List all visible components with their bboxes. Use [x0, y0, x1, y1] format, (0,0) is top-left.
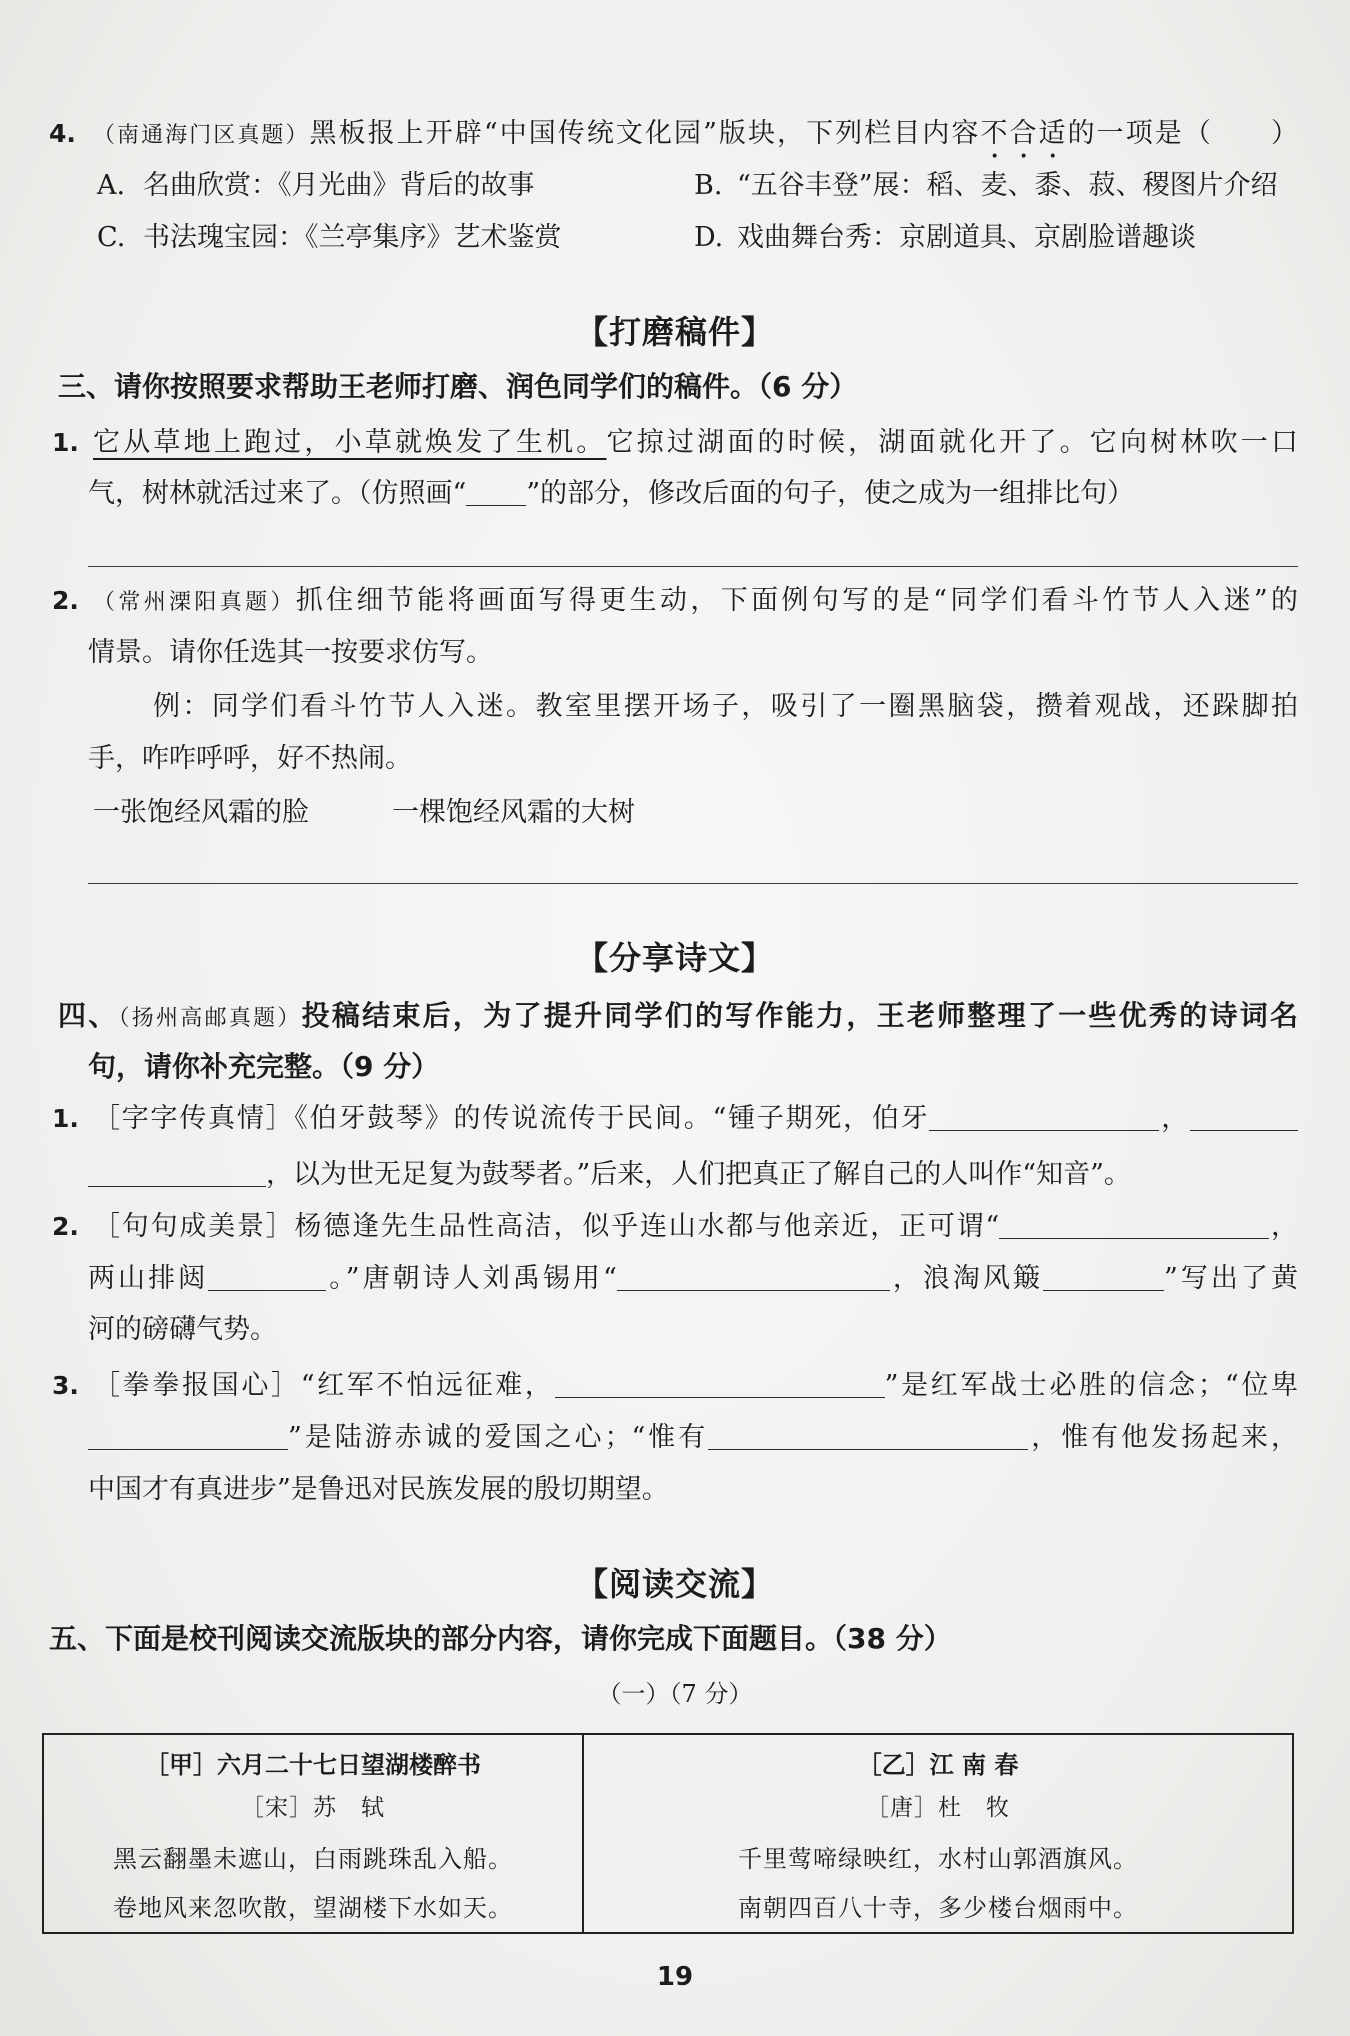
- question-text: 情景。请你任选其一按要求仿写。: [88, 637, 493, 668]
- answer-parentheses: （ ）: [1183, 118, 1299, 149]
- section-instruction: [58, 997, 1298, 1035]
- poem-comparison-box: [42, 1733, 1294, 1934]
- fill-in-text: ［句句成美景］杨德逢先生品性高洁，似乎连山水都与他亲近，正可谓“: [93, 1211, 1000, 1242]
- question-text: ”的部分，修改后面的句子，使之成为一组排比句）: [526, 478, 1135, 509]
- answer-blank: [88, 1423, 288, 1450]
- option-text: 名曲欣赏：《月光曲》背后的故事: [143, 170, 535, 201]
- fill-in-text: 。”唐朝诗人刘禹锡用“: [326, 1263, 617, 1294]
- answer-line: [88, 566, 1298, 567]
- fill-in-text: 中国才有真进步”是鲁迅对民族发展的殷切期望。: [88, 1474, 669, 1505]
- stem-text: 黑板报上开辟“中国传统文化园”版块，下列栏目内容: [309, 118, 981, 149]
- poem-line: 千里莺啼绿映红，水村山郭酒旗风。: [738, 1845, 1138, 1873]
- fill-in-text: 河的磅礴气势。: [88, 1314, 277, 1345]
- part-title: （一）（7 分）: [597, 1680, 753, 1708]
- section-heading: 【阅读交流】: [575, 1565, 774, 1603]
- poem-line: 卷地风来忽吹散，望湖楼下水如天。: [113, 1894, 513, 1922]
- answer-line: [88, 883, 1298, 884]
- example-text: 例：同学们看斗竹节人入迷。教室里摆开场子，吸引了一圈黑脑袋，攒着观战，还跺脚拍: [153, 691, 1298, 722]
- fill-in-text: ［字字传真情］《伯牙鼓琴》的传说流传于民间。“锺子期死，伯牙: [93, 1103, 930, 1134]
- question-number: 3.: [52, 1371, 79, 1400]
- poem-panel-yi: [584, 1735, 1292, 1932]
- answer-blank: [1043, 1264, 1164, 1291]
- option-letter: C.: [97, 222, 126, 253]
- instruction-text: 投稿结束后，为了提升同学们的写作能力，王老师整理了一些优秀的诗词名: [301, 999, 1298, 1032]
- fill-in-text: ，: [1269, 1211, 1298, 1242]
- answer-blank: [708, 1423, 1028, 1450]
- fill-in-text: ，惟有他发扬起来，: [1028, 1422, 1299, 1453]
- option-letter: D.: [694, 222, 724, 253]
- instruction-text: 句，请你补充完整。（9 分）: [88, 1050, 440, 1083]
- answer-blank: [555, 1371, 885, 1398]
- question-2-text: [93, 582, 1298, 620]
- option-text: 戏曲舞台秀：京剧道具、京剧脸谱趣谈: [737, 222, 1196, 253]
- section-instruction: 三、请你按照要求帮助王老师打磨、润色同学们的稿件。（6 分）: [58, 370, 858, 403]
- question-source: （南通海门区真题）: [93, 123, 310, 148]
- question-1-text: [93, 424, 1298, 462]
- poem-author: ［唐］杜 牧: [866, 1795, 1010, 1821]
- fill-in-text: 两山排闼: [88, 1263, 209, 1294]
- fill-in-line: [88, 1156, 1131, 1194]
- question-1-text-continued: [88, 475, 1134, 513]
- underline-sample: [466, 479, 526, 506]
- question-source: （常州溧阳真题）: [93, 590, 296, 615]
- fill-in-line: [88, 1260, 1298, 1298]
- poem-panel-jia: [44, 1735, 584, 1932]
- fill-in-line: [93, 1208, 1298, 1246]
- answer-blank: [617, 1264, 890, 1291]
- poem-title: ［甲］六月二十七日望湖楼醉书: [145, 1751, 481, 1779]
- choice-item: 一棵饱经风霜的大树: [392, 797, 635, 828]
- question-text: 抓住细节能将画面写得更生动，下面例句写的是“同学们看斗竹节人入迷”的: [295, 585, 1298, 616]
- section-heading: 【分享诗文】: [575, 939, 774, 977]
- section-instruction: 五、下面是校刊阅读交流版块的部分内容，请你完成下面题目。（38 分）: [49, 1622, 952, 1655]
- option-text: “五谷丰登”展：稻、麦、黍、菽、稷图片介绍: [737, 170, 1278, 201]
- answer-blank: [88, 1160, 266, 1187]
- poem-line: 南朝四百八十寺，多少楼台烟雨中。: [738, 1894, 1138, 1922]
- question-number: 2.: [52, 1212, 79, 1241]
- option-letter: B.: [694, 170, 723, 201]
- option-letter: A.: [97, 170, 126, 201]
- fill-in-text: ”是红军战士必胜的信念；“位卑: [884, 1370, 1298, 1401]
- page-number: 19: [656, 1962, 694, 1992]
- emphasized-text: 不合适: [980, 118, 1068, 149]
- poem-author: ［宋］苏 轼: [241, 1795, 385, 1821]
- example-text: 手，咋咋呼呼，好不热闹。: [88, 743, 412, 774]
- fill-in-line: [88, 1419, 1298, 1457]
- answer-blank: [1190, 1104, 1298, 1131]
- question-number: 2.: [52, 586, 79, 615]
- fill-in-text: ，: [1159, 1103, 1190, 1134]
- answer-blank: [208, 1264, 326, 1291]
- poem-line: 黑云翻墨未遮山，白雨跳珠乱入船。: [113, 1845, 513, 1873]
- stem-text: 的一项是: [1067, 118, 1184, 149]
- poem-title: ［乙］江 南 春: [857, 1751, 1019, 1779]
- answer-blank: [999, 1212, 1269, 1239]
- fill-in-text: ”是陆游赤诚的爱国之心；“惟有: [288, 1422, 709, 1453]
- option-text: 书法瑰宝园：《兰亭集序》艺术鉴赏: [143, 222, 562, 253]
- question-number: 1.: [52, 1104, 79, 1133]
- question-source: （扬州高邮真题）: [118, 1006, 302, 1031]
- fill-in-text: ，以为世无足复为鼓琴者。”后来，人们把真正了解自己的人叫作“知音”。: [266, 1159, 1131, 1190]
- question-4-stem: [93, 115, 1298, 153]
- question-text: 它掠过湖面的时候，湖面就化开了。它向树林吹一口: [606, 427, 1299, 458]
- fill-in-text: ［拳拳报国心］“红军不怕远征难，: [93, 1370, 555, 1401]
- fill-in-text: ，浪淘风簸: [889, 1263, 1044, 1294]
- underlined-model-sentence: 它从草地上跑过，小草就焕发了生机。: [93, 427, 607, 458]
- question-number: 4.: [49, 119, 76, 148]
- fill-in-line: [93, 1100, 1298, 1138]
- answer-blank: [929, 1104, 1159, 1131]
- section-label: 四、: [58, 999, 119, 1032]
- question-text: 气，树林就活过来了。（仿照画“: [88, 478, 467, 509]
- fill-in-text: ”写出了黄: [1164, 1263, 1299, 1294]
- fill-in-line: [93, 1367, 1298, 1405]
- choice-item: 一张饱经风霜的脸: [93, 797, 309, 828]
- question-number: 1.: [52, 428, 79, 457]
- section-heading: 【打磨稿件】: [575, 313, 774, 351]
